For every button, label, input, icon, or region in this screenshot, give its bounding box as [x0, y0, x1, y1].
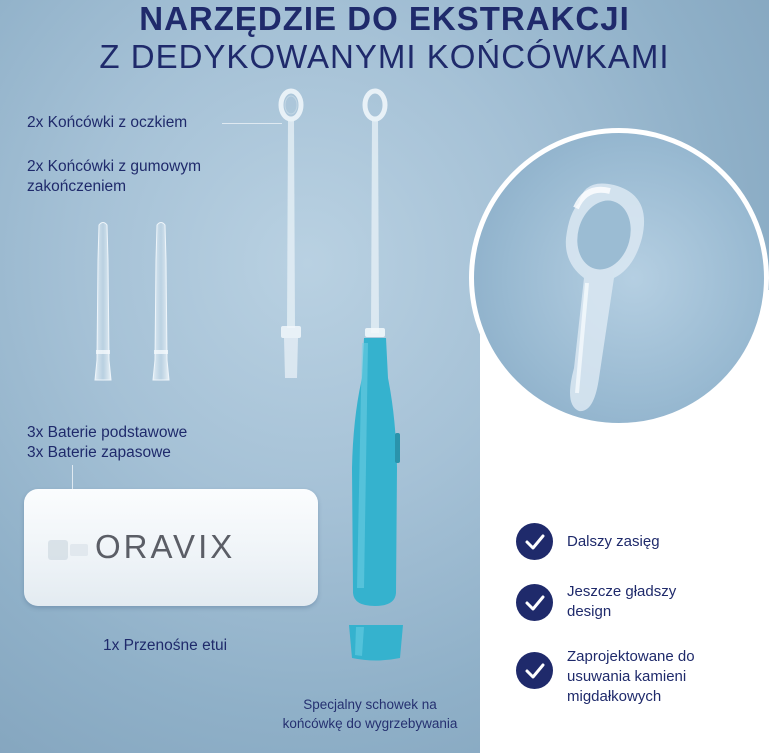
- check-icon: [516, 523, 553, 560]
- eye-tips-leader-line: [222, 123, 282, 124]
- rubber-tips-label-line-2: zakończeniem: [27, 178, 127, 195]
- case-label: 1x Przenośne etui: [103, 637, 228, 654]
- check-icon: [516, 584, 553, 621]
- rubber-tips-label-line-1: 2x Końcówki z gumowym: [27, 158, 202, 175]
- feature-item: [516, 648, 717, 707]
- eye-tip-illustration: [275, 88, 307, 383]
- extraction-tool-illustration: [340, 88, 410, 613]
- batteries-leader-line: [72, 465, 73, 490]
- eye-tips-label: 2x Końcówki z oczkiem: [27, 114, 188, 131]
- headline-line-2: Z DEDYKOWANYMI KOŃCÓWKAMI: [99, 38, 670, 75]
- case-hinge-illustration: [40, 530, 100, 570]
- storage-label-line-1: Specjalny schowek na: [303, 697, 437, 712]
- rubber-tips-illustration: [88, 220, 178, 385]
- check-icon: [516, 652, 553, 689]
- batteries-label-line-1: 3x Baterie podstawowe: [27, 424, 188, 441]
- brand-logo: ORAVIX: [95, 528, 236, 565]
- headline-line-1: NARZĘDZIE DO EKSTRAKCJI: [139, 0, 630, 37]
- feature-text: Zaprojektowane do usuwania kamieni migdałkowych: [567, 648, 695, 705]
- zoom-detail-circle: [469, 128, 769, 428]
- feature-item: [516, 523, 747, 560]
- eye-loop-closeup: [474, 133, 769, 428]
- feature-text: Dalszy zasięg: [567, 533, 660, 550]
- batteries-label-line-2: 3x Baterie zapasowe: [27, 444, 171, 461]
- feature-item: [516, 584, 707, 622]
- feature-text: Jeszcze gładszy design: [567, 583, 677, 620]
- storage-label-line-2: końcówkę do wygrzebywania: [282, 716, 458, 731]
- storage-cap-illustration: [346, 622, 406, 664]
